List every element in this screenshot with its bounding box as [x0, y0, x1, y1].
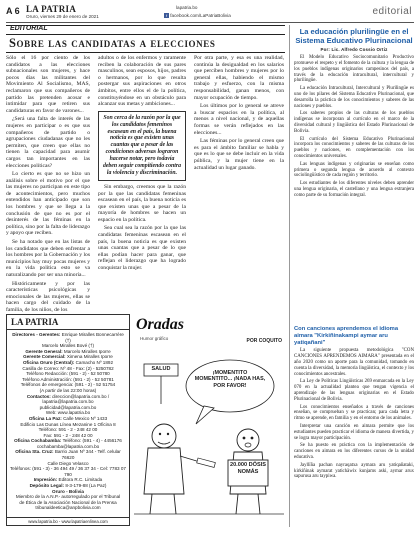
directory-line [10, 394, 126, 405]
facebook-url: facebook.com/LaPatriaBolivia [170, 13, 231, 18]
editorial-para: Históricamente y por las características psicológicas y emocionales de las mujeres, ellas se hacen cargo del cuidado de la familia, de los niños, de los [6, 280, 90, 313]
subarticle-para: Los conocimientos enseñados a través de canciones enseñan, se comprueban y se practican; para cada letra y ritmo se aprende, en familia y en el entorno de los animales. [294, 404, 414, 422]
directory-line [10, 449, 126, 460]
directory-line-value: Calle Mexico Nº 1433 [63, 415, 108, 421]
facebook-icon: f [165, 13, 168, 19]
subarticle-para: Interpretar una canción en aimara permite que los estudiantes pueden practicar el idioma de manera divertida, y se logra mayor participación. [294, 423, 414, 441]
editorial-para: Sólo el 16 por ciento de los candidatos a las elecciones subnacionales son mujeres, y hace pocos días las militantes del Movimiento Al Socialismo, MAS, reclamaron que sus compañeros de partido las pretenden acosar e intimidar para que retiren sus candidaturas en favor de varones... [6, 55, 90, 114]
directory-line-label: Impresión: [33, 477, 58, 483]
editorial-para: Se ha notado que en las listas de los candidatos que deben enfrentar a los hombres por la Gobernación y los municipios hay muy pocas mujeres y en la vida política esto se va naturalizando por ser una minoría... [6, 239, 90, 278]
article-author: Por: Lic. Alfredo Cossio Ortiz [320, 47, 388, 53]
directory-line-value: Miembro de la A.N.P.- autorregulado por el Tribunal [15, 494, 121, 500]
directory-line-label: Directores - Gerentes: [12, 332, 61, 337]
editorial-para: adultos o de los enfermos y raramente reciben la colaboración de sus pares masculinos, sean esposos, hijos, padres o hermanos, por lo que resulta postergar sus aspiraciones en otros ámbitos, entre ellos el de la política, constituyéndose en un obstáculo para alcanzar sus metas y ambiciones... [98, 55, 186, 108]
section-label: editorial [372, 6, 412, 17]
directory-line [10, 505, 126, 511]
editorial-label: EDITORIAL [10, 25, 48, 32]
cartoon-author: POR COQUITO [246, 338, 282, 344]
directory-line-value: Edificio Las Dunas Línea Mezanine 1 Oficina 8 [20, 421, 116, 427]
cartoon-panel [134, 316, 284, 524]
article-title: La educación plurilingüe en el Sistema Educativo Plurinacional [295, 28, 413, 45]
directory-line-value: Fax: 591 - 2 - 248 42 00 [43, 432, 93, 438]
directory-line-label: Oficina La Paz: [28, 415, 62, 421]
subarticle-para: La Ley de Políticas Lingüísticas 269 enmarcada en la Ley 070 en la actualidad plantea que tengan vigencia el aprendizaje de las lenguas originarias en el Estado Plurinacional de Bolivia. [294, 379, 414, 402]
directory-line-value: Teléfono: (591 - 4) - 4456176 [62, 438, 122, 444]
subarticle [294, 326, 414, 526]
directory-line-value: Marcelo Miralles Bové (†) [41, 343, 95, 349]
editorial-title: Sobre las candidatas a elecciones [9, 36, 216, 50]
article-para: Los estudiantes de los diferentes niveles deben aprender una lengua originaria, el castellano y una lengua extranjera como parte de su formación integral. [294, 181, 414, 198]
directory-line-value: Teléfonos de emergencia: (591 - 2) - 52 51754 [20, 382, 116, 388]
directory-footer[interactable]: www.lapatria.bo - www.lapatriaenlinea.com [7, 517, 129, 525]
facebook-link[interactable] [164, 13, 231, 18]
directory-line-value: Editora R.C. Limitada [58, 477, 103, 483]
directory-line-value: Camacho Nº 1892 [75, 359, 114, 365]
subarticle-para: Se ha puesto en práctica con la implementación de canciones en aimara en los diferentes cursos de la unidad educativa. [294, 443, 414, 460]
editorial-para: Por otra parte, y esa es una realidad, continúa la desigualdad en los salarios que perciben hombres y mujeres por lo general ellas, habiendo el mismo trabajo y esfuerzo, con la misma responsabilidad, ganan menos, con mayor ocupación de tiempo. [194, 55, 284, 101]
title-rule [6, 52, 285, 53]
editorial-label-bar [6, 25, 285, 35]
directory-line-value: Calle Diego Velasco [47, 460, 89, 466]
pull-quote [98, 111, 186, 181]
article-para: Las lenguas indígenas y originarias se enseñan como primera o segunda lengua de acuerdo al contexto sociolingüístico de cada región y territorio. [294, 161, 414, 179]
date-line: Oruro, viernes 29 de enero de 2021 [26, 14, 99, 19]
directory-line-value: (A partir de las 22:00 horas) [39, 387, 97, 393]
cartoon-brand: Oradas [136, 316, 185, 333]
directory-line-value: Teléfono: 591 - 2 - 248 42 00 [38, 427, 98, 433]
editorial-col-1 [6, 55, 90, 316]
cartoon-subtitle: Humor gráfico [140, 336, 169, 341]
directory-logo: LA PATRIA [7, 315, 129, 330]
directory-line-value: Teléfono Redacción: (591 - 2) - 52 50780 [26, 371, 110, 377]
article-para: El currículo del Sistema Educativo Plurinacional incorpora los conocimientos y saberes de las culturas de los pueblos y naciones, en complementación con los conocimientos universales. [294, 136, 414, 159]
header-rule [6, 22, 414, 23]
site-url[interactable]: lapatria.bo [176, 5, 198, 10]
cartoon-sign-text: SALUD [151, 366, 171, 372]
editorial-para: Las féminas por lo general creen que es para el ámbito familiar se habla y que es lo que se debe incluir en la vida pública, y la mujer tiene en la actualidad un lugar ganado. [194, 138, 284, 171]
directory-line [10, 466, 126, 477]
directory-line-value: Enrique Miralles Bonnecarrère (†) [61, 332, 124, 343]
page-number: A 6 [6, 6, 20, 16]
directory-line-label: Depósito Legal: [29, 483, 65, 489]
directory-line-value: Casilla de Correo: Nº 48 - Fax: (2) - 5250782 [22, 365, 114, 371]
editorial-para: Sin embargo, creemos que la razón por la que las candidatas femeninas escasean en el país, la buena noticia es que existen unas que a pesar de la mayoría de hombres se hacen un espacio en la política. [98, 183, 186, 223]
directory-line-value: publicidad@lapatria.com.bo [39, 404, 97, 410]
editorial-section [6, 25, 285, 313]
column-divider [289, 25, 290, 527]
subarticle-para: La siguiente propuesta metodológica "CON CANCIONES APRENDEMOS AIMARA" presentada en el año 2020 como un aporte para la comunidad, tomando en cuenta la diversidad, la memoria lingüística, el contexto y los conocimientos ancestrales. [294, 348, 414, 377]
pull-quote-text: Son cerca de la razón por la que los candidatos femeninos escasean en el país, la buena noticia es que existen unas cuantas que a pesar de las condiciones adversas lograron hacerse notar, pero todavía deben seguir compitiendo contra la violencia y discriminación. [102, 114, 182, 176]
directory-line-value: Teléfono Administración: (591 - 2) - 52 50781 [22, 376, 114, 382]
directory-line-label: Oficina Cochabamba: [14, 438, 62, 444]
subarticle-para: Jayllïña pachan nayraqatxa aymara aru yatiqañataki, kirkiñinak aymarat yatichäwix kunjams aski, aymar arux sapurusa aru taypiwa. [294, 462, 414, 480]
article-para: El Modelo Educativo Sociocomunitario Productivo promueve el respeto y el fomento de la cultura y la lengua de los pueblos indígenas originarios campesinos del país, a través de la educación intracultural, intercultural y plurilingüe. [294, 55, 414, 84]
editorial-para: Sea cual sea la razón por la que las candidatas femeninas escasean en el país, la buena noticia es que existen unas cuantas que a pesar de lo que ellas podían hacer para ganar, que reflejan el liderazgo que ha logrado conquistar la mujer. [98, 225, 186, 272]
editorial-col-2 [98, 55, 186, 274]
editorial-para: Los últimos por lo general se atreve a buscar espacios en la política, al menos a nivel nacional, y de aquellas formas se verán reflejados en las elecciones... [194, 103, 284, 136]
directory-box [6, 314, 130, 526]
directory-line-value: Marcelo Miralles Iporre [63, 348, 111, 354]
directory-line-label: Gerente General: [25, 348, 63, 354]
directory-line [10, 332, 126, 343]
editorial-col-3 [194, 55, 284, 173]
directory-lines [7, 330, 129, 511]
editorial-para: Lo cierto es que no se hizo un análisis sobre el motivo por el que las mujeres no participan en este tipo de acontecimientos, pero muchos entendidos han anticipado que son los hombres y que se llega a la conclusión de que no es por el desinterés de las féminas en la política, sino por la falta de liderazgo y apoyo que reciben. [6, 171, 90, 237]
directory-line-value: Teléfonos: (591 - 3) - 36 494 49 / 36 37 34 - Cel: 7783 07 790 [10, 466, 126, 477]
article-para: Los saberes propios de las culturas de los pueblos indígenas se incorporan al currículo en el marco de la diversidad cultural y lingüística del Estado Plurinacional de Bolivia. [294, 111, 414, 134]
article-para: La educación Intracultural, Intercultural y Plurilingüe es uno de los pilares del Sistema Educativo Plurinacional, que desarrolla la práctica de los conocimientos y saberes de las naciones y pueblos. [294, 86, 414, 109]
directory-line-label: Oruro - Bolivia [52, 488, 84, 494]
directory-line-value: cochabamba@lapatria.com.bo [36, 443, 100, 449]
directory-line-label: Oficina Sta. Cruz: [15, 449, 54, 455]
directory-line-label: Contactos: [26, 393, 51, 399]
directory-line-value: Barrio Juan Nº 344 - Telf. celular 76620 [54, 449, 121, 461]
editorial-para: ¿Será una falta de interés de las mujeres en participar o es que sus compañeros de partido o agrupaciones ciudadanas que no les permiten, que creen que ellas no tienen la capacidad para asumir cargos tan importantes en las elecciones políticas? [6, 116, 90, 169]
directory-line-value: direccion@lapatria.com.bo / lapatria@lapatria.com.bo [42, 393, 110, 405]
subarticle-title: Con canciones aprendemos el idioma aimara "Kirkiñinakampi aymar aru yatiqañani" [294, 326, 399, 346]
directory-line-value: Ximena Miralles Iporre [66, 354, 113, 360]
directory-line-label: Oficina Oruro (Central): [22, 359, 75, 365]
directory-line-value: Web: www.lapatria.bo [45, 410, 91, 416]
cartoon-speech: ¡MOMENTITO MOMENTITO... ¡NADA HAS, POR FAVOR! [194, 370, 266, 389]
directory-line-value: tribunaldeetica@anpbolivia.com [35, 505, 101, 511]
directory-line-label: Gerente Comercial: [23, 354, 66, 360]
cartoon-label: 20.000 DÓSIS NOMÁS [229, 462, 267, 475]
directory-line-value: 8-3-179-88 (La Paz) [65, 483, 107, 489]
directory-line-value: de Ética de la Asociación Nacional de la Prensa [19, 499, 117, 505]
masthead-logo: LA PATRIA [26, 4, 77, 14]
